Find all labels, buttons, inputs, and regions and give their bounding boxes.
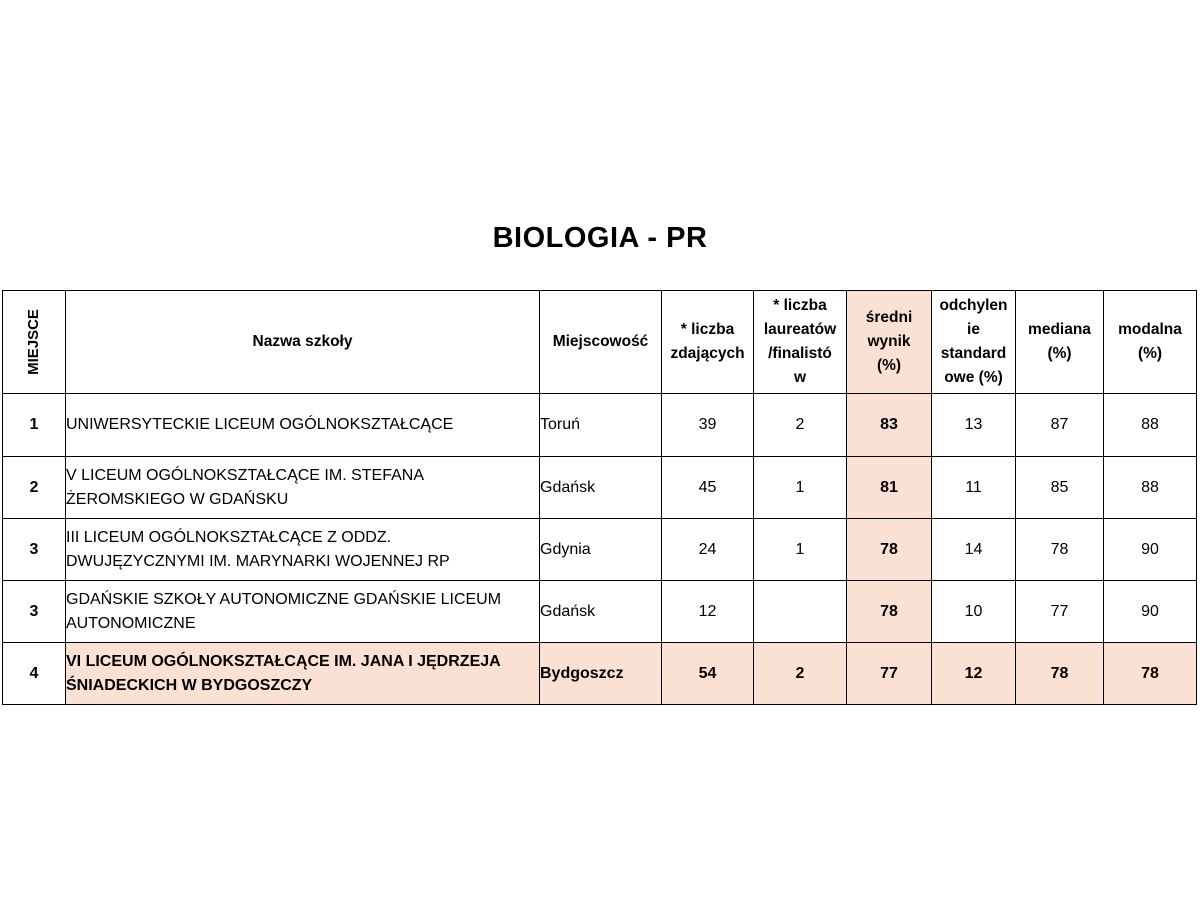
cell-average: 81 [847, 457, 932, 519]
cell-school [66, 394, 540, 457]
header-mode [1104, 291, 1197, 394]
table-row [3, 519, 1197, 581]
cell-school-line: AUTONOMICZNE [66, 614, 196, 632]
header-mode-line: (%) [1137, 345, 1163, 362]
cell-stddev: 14 [932, 519, 1016, 581]
cell-school [66, 519, 540, 581]
cell-mode: 90 [1104, 581, 1197, 643]
cell-place: 3 [3, 581, 66, 643]
cell-median: 78 [1016, 643, 1104, 705]
cell-school-line: V LICEUM OGÓLNOKSZTAŁCĄCE IM. STEFANA [66, 466, 424, 484]
table-row-highlighted [3, 643, 1197, 705]
cell-place: 3 [3, 519, 66, 581]
header-takers-line: zdających [670, 345, 745, 362]
cell-place: 2 [3, 457, 66, 519]
cell-takers: 24 [662, 519, 754, 581]
header-place-label: MIEJSCE [25, 309, 42, 375]
header-stddev-line: owe (%) [944, 369, 1003, 386]
cell-median: 85 [1016, 457, 1104, 519]
cell-mode: 90 [1104, 519, 1197, 581]
header-takers-line: * liczba [680, 321, 735, 338]
results-table [2, 290, 1197, 705]
table-row [3, 457, 1197, 519]
cell-mode: 88 [1104, 394, 1197, 457]
cell-school [66, 581, 540, 643]
header-stddev-line: standard [940, 345, 1007, 362]
cell-stddev: 11 [932, 457, 1016, 519]
header-laureates-line: laureatów [763, 321, 837, 338]
cell-school-line: DWUJĘZYCZNYMI IM. MARYNARKI WOJENNEJ RP [66, 552, 450, 570]
cell-school-line: III LICEUM OGÓLNOKSZTAŁCĄCE Z ODDZ. [66, 528, 392, 546]
page-title: BIOLOGIA - PR [492, 222, 708, 254]
cell-stddev: 10 [932, 581, 1016, 643]
cell-city: Bydgoszcz [540, 643, 662, 705]
header-stddev-line: odchylen [939, 297, 1008, 314]
header-laureates [754, 291, 847, 394]
header-average-line: wynik [867, 333, 911, 350]
header-laureates-line: * liczba [773, 297, 827, 314]
cell-school-line: ŻEROMSKIEGO W GDAŃSKU [66, 490, 289, 508]
header-stddev [932, 291, 1016, 394]
cell-median: 77 [1016, 581, 1104, 643]
header-mode-line: modalna [1118, 321, 1182, 338]
header-median-line: mediana [1028, 321, 1091, 338]
cell-laureates: 2 [754, 394, 847, 457]
header-laureates-line: w [793, 369, 807, 386]
cell-average: 83 [847, 394, 932, 457]
cell-city: Gdańsk [540, 457, 662, 519]
header-school: Nazwa szkoły [66, 291, 540, 394]
cell-takers: 45 [662, 457, 754, 519]
header-place [3, 291, 66, 394]
cell-school [66, 643, 540, 705]
cell-laureates: 2 [754, 643, 847, 705]
header-row [3, 291, 1197, 394]
cell-city: Toruń [540, 394, 662, 457]
header-median-line: (%) [1047, 345, 1072, 362]
cell-average: 78 [847, 581, 932, 643]
cell-laureates [754, 581, 847, 643]
cell-mode: 78 [1104, 643, 1197, 705]
cell-stddev: 13 [932, 394, 1016, 457]
cell-average: 77 [847, 643, 932, 705]
cell-place: 4 [3, 643, 66, 705]
header-laureates-line: /finalistó [768, 345, 832, 362]
header-average-line: średni [865, 309, 913, 326]
header-average [847, 291, 932, 394]
cell-takers: 39 [662, 394, 754, 457]
cell-place: 1 [3, 394, 66, 457]
table-row [3, 394, 1197, 457]
cell-takers: 12 [662, 581, 754, 643]
header-takers [662, 291, 754, 394]
cell-city: Gdańsk [540, 581, 662, 643]
header-city: Miejscowość [540, 291, 662, 394]
cell-laureates: 1 [754, 519, 847, 581]
cell-school-line: GDAŃSKIE SZKOŁY AUTONOMICZNE GDAŃSKIE LICEUM [66, 590, 502, 608]
header-average-line: (%) [876, 357, 902, 374]
cell-school-line: ŚNIADECKICH W BYDGOSZCZY [66, 676, 313, 694]
cell-takers: 54 [662, 643, 754, 705]
cell-school-line: UNIWERSYTECKIE LICEUM OGÓLNOKSZTAŁCĄCE [66, 416, 454, 433]
cell-median: 78 [1016, 519, 1104, 581]
cell-city: Gdynia [540, 519, 662, 581]
cell-average: 78 [847, 519, 932, 581]
cell-school-line: VI LICEUM OGÓLNOKSZTAŁCĄCE IM. JANA I JĘDRZEJA [66, 652, 501, 670]
cell-laureates: 1 [754, 457, 847, 519]
cell-mode: 88 [1104, 457, 1197, 519]
cell-stddev: 12 [932, 643, 1016, 705]
cell-school [66, 457, 540, 519]
cell-median: 87 [1016, 394, 1104, 457]
header-median [1016, 291, 1104, 394]
table-row [3, 581, 1197, 643]
header-stddev-line: ie [967, 321, 980, 338]
